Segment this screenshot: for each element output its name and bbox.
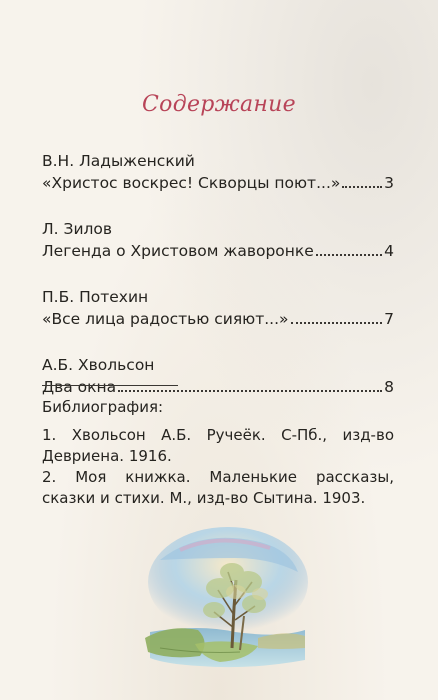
watercolor-tree-by-river-icon: [140, 520, 310, 680]
toc-author: П.Б. Потехин: [42, 288, 149, 306]
toc-entry: [42, 286, 394, 330]
leader-dots: [291, 308, 383, 324]
toc-page-number: 3: [384, 174, 394, 192]
toc-entry: [42, 354, 394, 398]
toc-entry: [42, 218, 394, 262]
toc-page-number: 4: [384, 242, 394, 260]
toc-entry: [42, 150, 394, 194]
leader-dots: [342, 172, 382, 188]
toc-author: Л. Зилов: [42, 220, 113, 238]
leader-dots: [118, 376, 382, 392]
bibliography-item: 1. Хвольсон А.Б. Ручеёк. С-Пб., изд-во Девриена. 1916.: [42, 426, 394, 465]
toc-title: «Христос воскрес! Скворцы поют...»: [42, 174, 341, 192]
table-of-contents: [42, 150, 394, 422]
toc-page-number: 7: [384, 310, 394, 328]
toc-title: Легенда о Христовом жаворонке: [42, 242, 314, 260]
toc-line: [42, 240, 394, 262]
toc-page-number: 8: [384, 378, 394, 396]
toc-author: А.Б. Хвольсон: [42, 356, 155, 374]
bibliography-item: 2. Моя книжка. Маленькие рассказы, сказки и стихи. М., изд-во Сытина. 1903.: [42, 468, 394, 507]
bibliography-heading: Библиография:: [42, 398, 164, 416]
footnote-divider: [42, 385, 178, 386]
leader-dots: [316, 240, 382, 256]
bibliography: [42, 397, 394, 509]
page-title: Содержание: [142, 92, 296, 117]
toc-author: В.Н. Ладыженский: [42, 152, 195, 170]
toc-title: «Все лица радостью сияют...»: [42, 310, 289, 328]
toc-title: Два окна: [42, 378, 117, 396]
toc-line: [42, 172, 394, 194]
toc-line: [42, 376, 394, 398]
toc-line: [42, 308, 394, 330]
